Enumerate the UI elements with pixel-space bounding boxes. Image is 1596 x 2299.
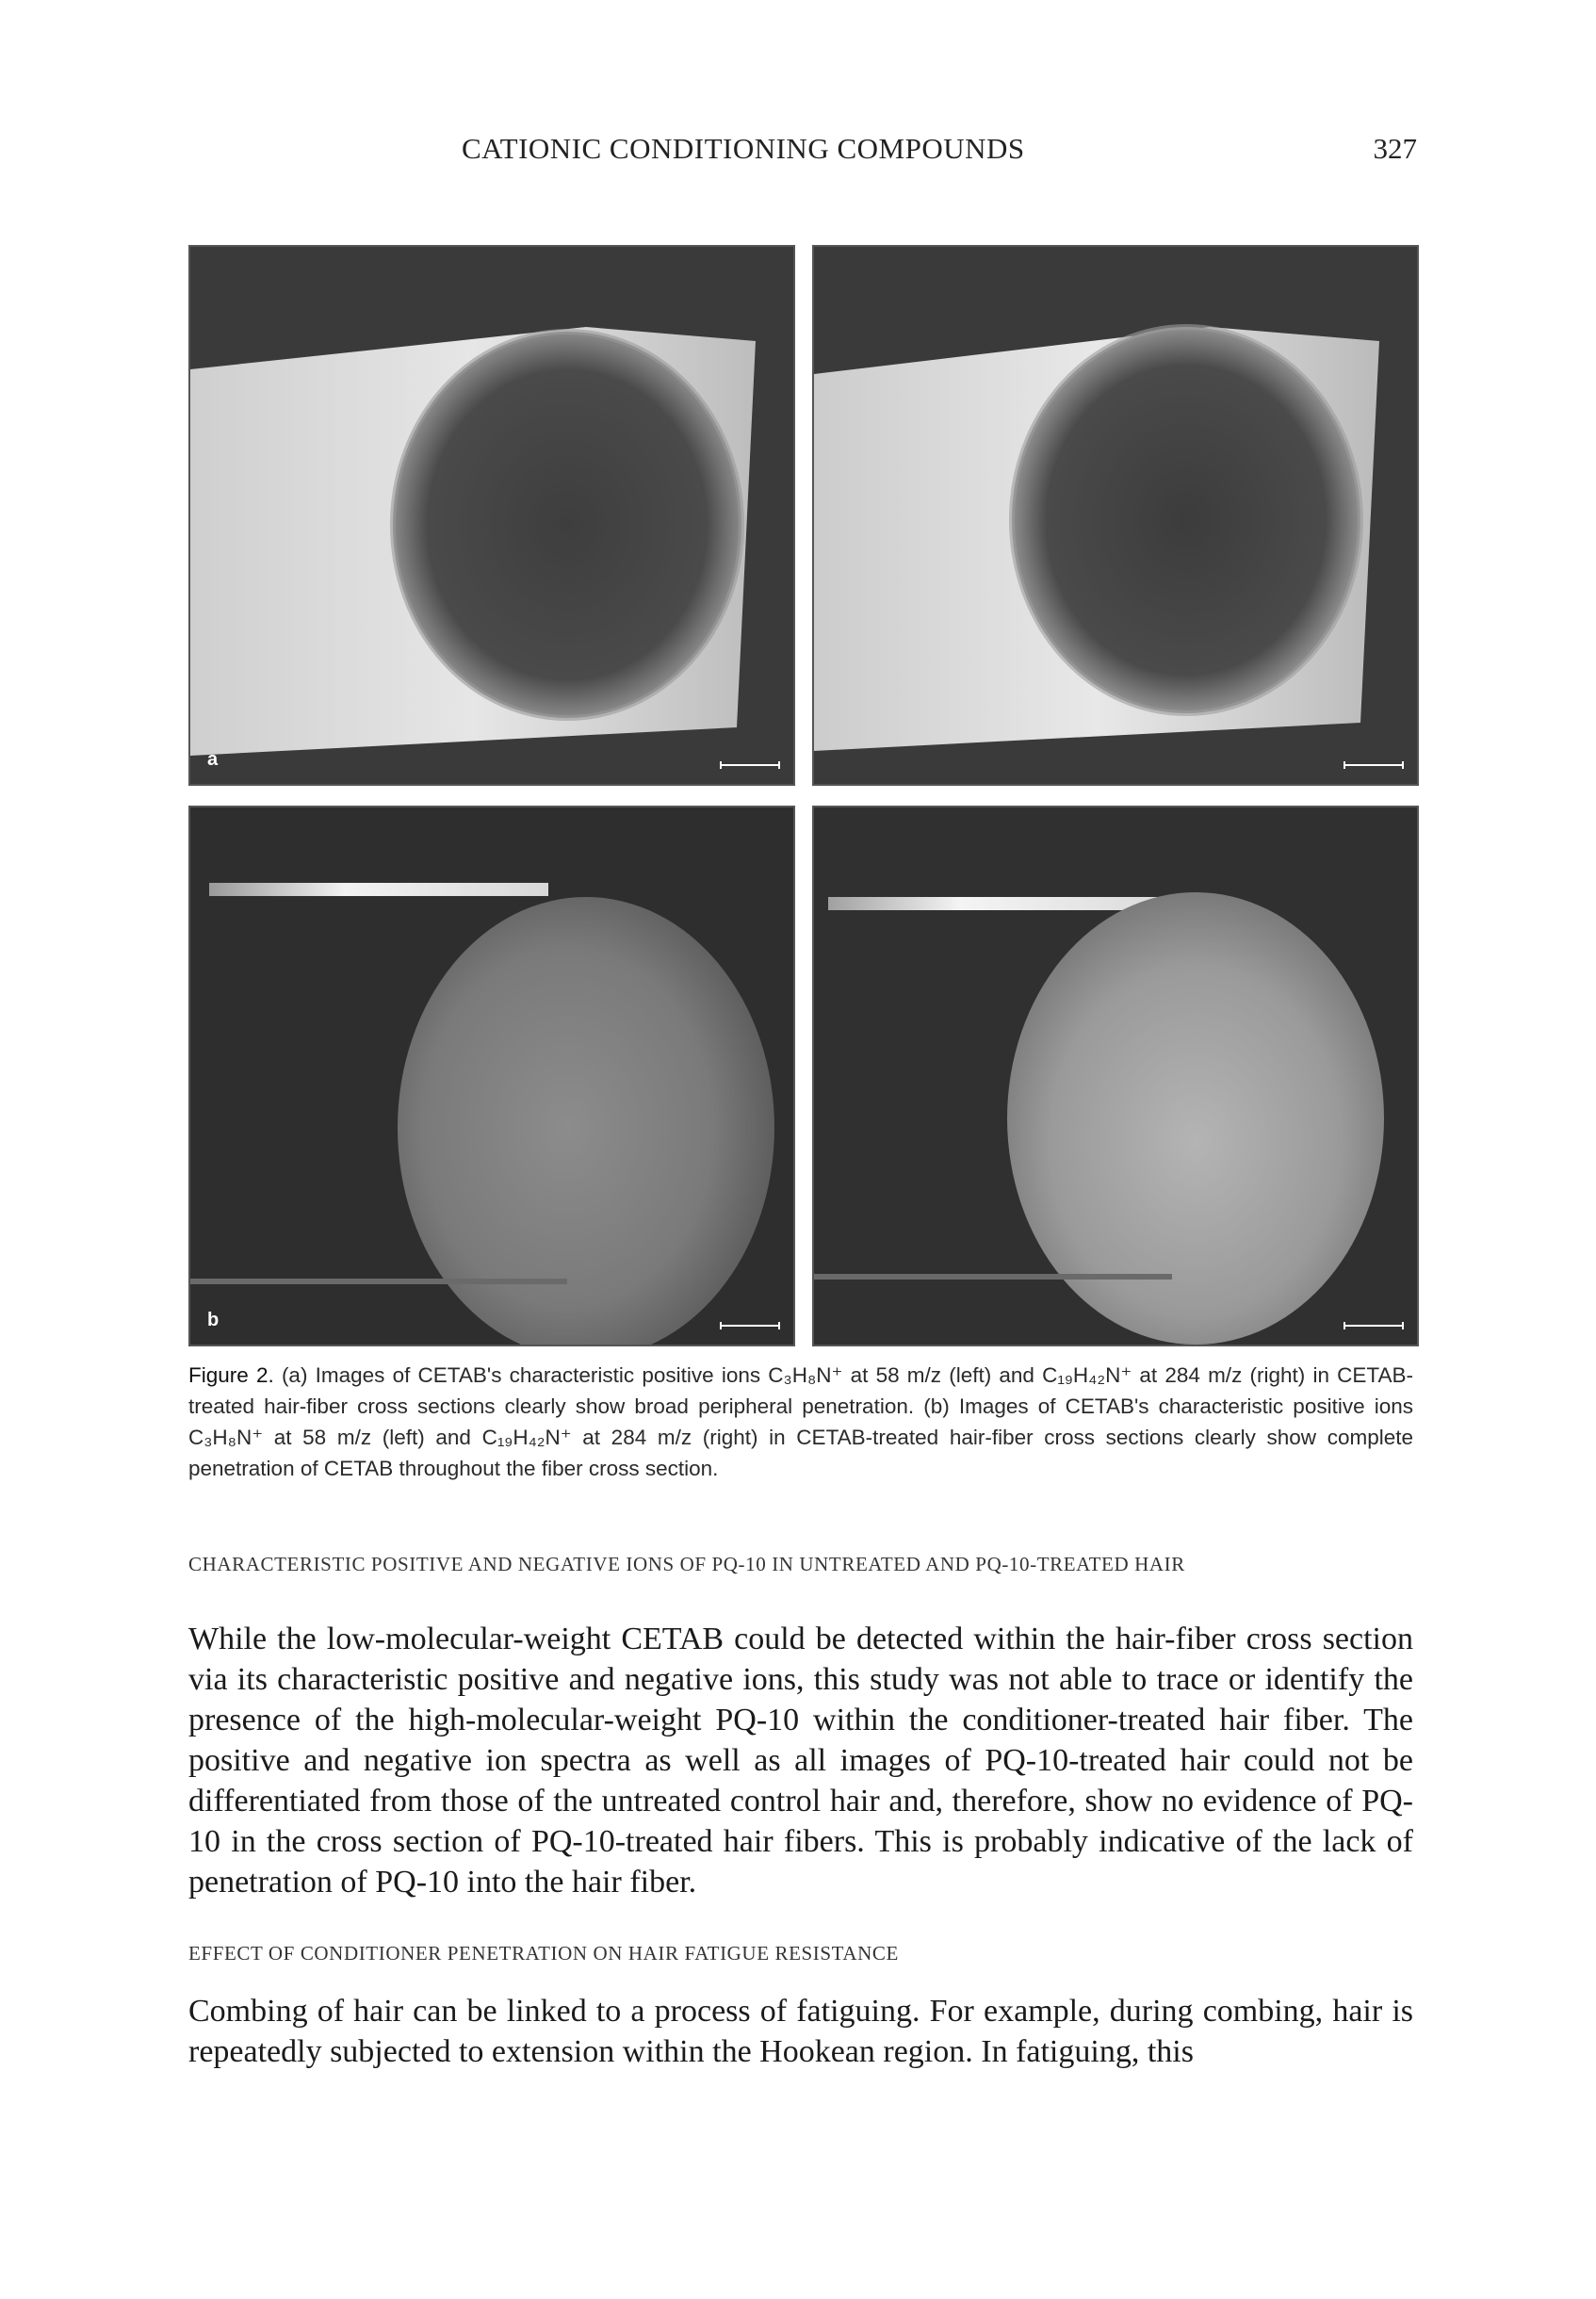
scale-bar <box>1344 761 1404 769</box>
scale-bar <box>1344 1322 1404 1329</box>
section-body: Combing of hair can be linked to a process of fatiguing. For example, during combing, hair is repeatedly subjected to extension within the Hookean region. In fatiguing, this <box>188 1994 1413 2069</box>
ion-image-b-right <box>814 807 1417 1345</box>
section-heading: CHARACTERISTIC POSITIVE AND NEGATIVE IONS OF PQ-10 IN UNTREATED AND PQ-10-TREATED HAIR <box>188 1553 1185 1575</box>
panel-label-b: b <box>207 1310 220 1330</box>
figure-panel-a-left <box>188 245 795 786</box>
ion-image-b-left <box>190 807 793 1345</box>
ion-image-a-right <box>814 247 1417 784</box>
page-number: 327 <box>1373 132 1417 165</box>
ion-image-a-left <box>190 247 793 784</box>
scale-bar <box>720 1322 780 1329</box>
scale-bar <box>720 761 780 769</box>
figure-caption <box>188 1360 1413 1484</box>
panel-label-a: a <box>207 749 219 770</box>
figure-caption-label: Figure 2. <box>188 1363 274 1387</box>
figure-panel-b-right <box>812 806 1419 1346</box>
section-heading: EFFECT OF CONDITIONER PENETRATION ON HAIR FATIGUE RESISTANCE <box>188 1942 899 1965</box>
figure-panel-a-right <box>812 245 1419 786</box>
running-head: CATIONIC CONDITIONING COMPOUNDS <box>462 132 1025 165</box>
figure-caption-text: (a) Images of CETAB's characteristic positive ions C₃H₈N⁺ at 58 m/z (left) and C₁₉H₄₂N⁺ at 284 m/z (right) in CETAB-treated hair-fiber cross sections clearly show broad peripheral penetration. (b) Images of CETAB's characteristic positive ions C₃H₈N⁺ at 58 m/z (left) and C₁₉H₄₂N⁺ at 284 m/z (right) in CETAB-treated hair-fiber cross sections clearly show complete penetration of CETAB throughout the fiber cross section. <box>188 1363 1413 1480</box>
figure-panel-b-left <box>188 806 795 1346</box>
section-body: While the low-molecular-weight CETAB could be detected within the hair-fiber cross section via its characteristic positive and negative ions, this study was not able to trace or identify the presence of the high-molecular-weight PQ-10 within the conditioner-treated hair fiber. The positive and negative ion spectra as well as all images of PQ-10-treated hair could not be differentiated from those of the untreated control hair and, therefore, show no evidence of PQ-10 in the cross section of PQ-10-treated hair fibers. This is probably indicative of the lack of penetration of PQ-10 into the hair fiber. <box>188 1622 1413 1900</box>
